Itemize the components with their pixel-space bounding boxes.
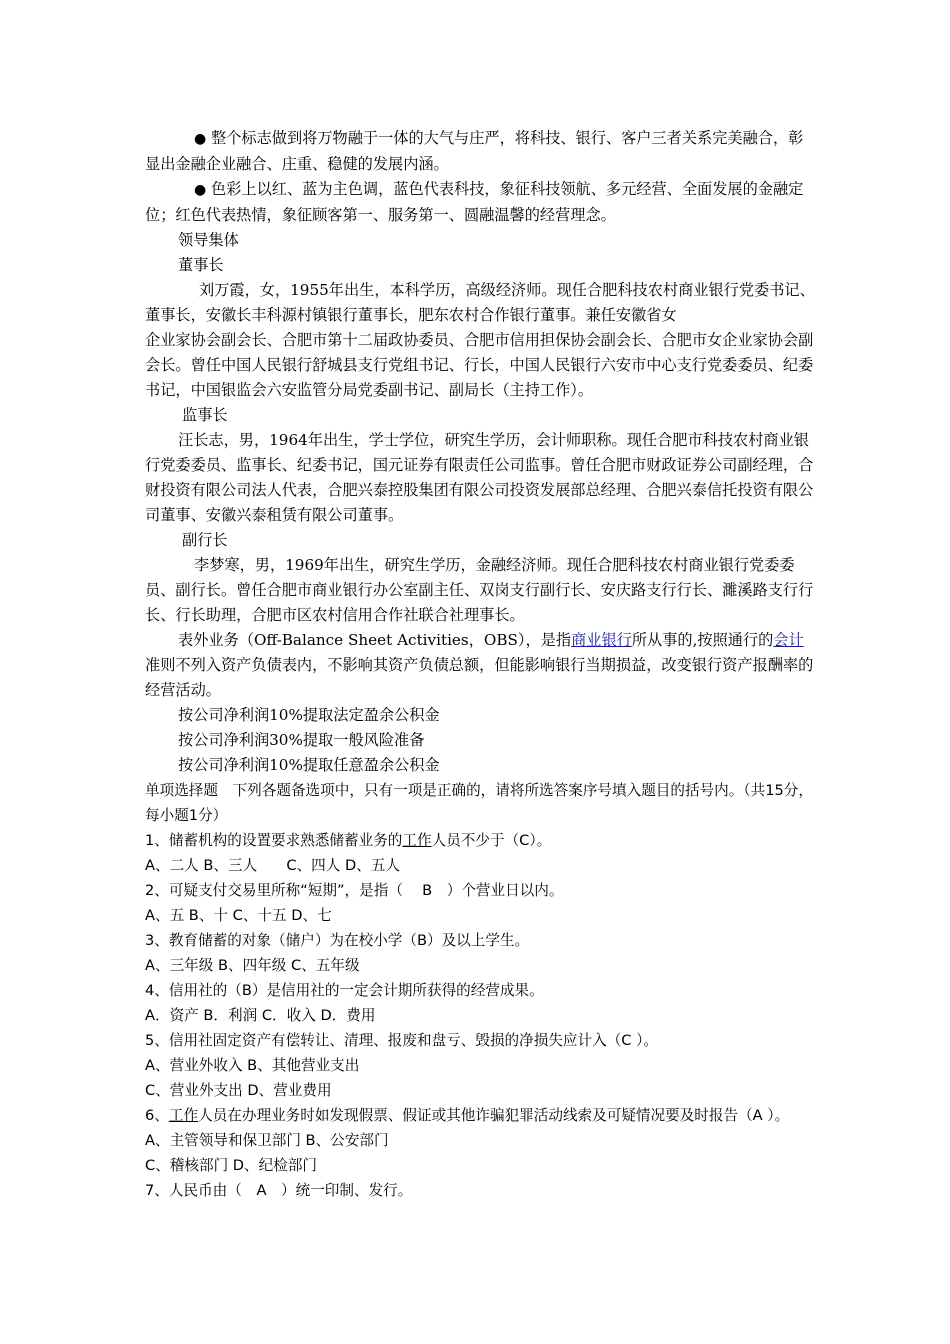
- question-2: 2、可疑支付交易里所称“短期”，是指（ B ）个营业日以内。: [145, 882, 564, 899]
- work-underlined: 工作: [402, 832, 432, 849]
- reserve-item: 按公司净利润10%提取任意盈余公积金: [178, 756, 440, 774]
- chairman-title: 董事长: [178, 256, 224, 274]
- vp-title: 副行长: [182, 531, 228, 549]
- quiz-intro: 单项选择题 下列各题备选项中，只有一项是正确的，请将所选答案序号填入题目的括号内。（共15分，每小题1分）: [145, 782, 813, 824]
- reserve-item: 按公司净利润30%提取一般风险准备: [178, 731, 425, 749]
- chairman-bio-2: 企业家协会副会长、合肥市第十二届政协委员、合肥市信用担保协会副会长、合肥市女企业家协会副会长。曾任中国人民银行舒城县支行党组书记、行长，中国人民银行六安市中心支行党委委员、纪委书记，中国银监会六安监管分局党委副书记、副局长（主持工作）。: [145, 331, 814, 399]
- question-4-options: A．资产 B．利润 C．收入 D．费用: [145, 1007, 376, 1024]
- work-underlined: 工作: [168, 1107, 199, 1124]
- question-3: 3、教育储蓄的对象（储户）为在校小学（B）及以上学生。: [145, 932, 530, 949]
- commercial-bank-link[interactable]: 商业银行: [571, 631, 632, 649]
- question-7: 7、人民币由（ A ）统一印制、发行。: [145, 1182, 413, 1199]
- vp-bio: 李梦寒，男，1969年出生，研究生学历，金融经济师。现任合肥科技农村商业银行党委委员、副行长。曾任合肥市商业银行办公室副主任、双岗支行副行长、安庆路支行行长、濉溪路支行行长、行长助理，合肥市区农村信用合作社联合社理事长。: [145, 556, 814, 624]
- question-1: [145, 828, 815, 853]
- reserve-item: 按公司净利润10%提取法定盈余公积金: [178, 706, 440, 724]
- bullet-icon: ●: [194, 131, 207, 147]
- logo-desc-paragraph-1: [145, 126, 815, 177]
- question-6: [145, 1103, 815, 1128]
- obs-text-2: 所从事的,按照通行的: [631, 631, 774, 649]
- logo-desc-text-2: 色彩上以红、蓝为主色调，蓝色代表科技，象征科技领航、多元经营、全面发展的金融定位；红色代表热情，象征顾客第一、服务第一、圆融温馨的经营理念。: [145, 180, 804, 224]
- question-5-options-1: A、营业外收入 B、其他营业支出: [145, 1057, 360, 1074]
- question-5-options-2: C、营业外支出 D、营业费用: [145, 1082, 332, 1099]
- question-3-options: A、三年级 B、四年级 C、五年级: [145, 957, 360, 974]
- question-1-text-a: 1、储蓄机构的设置要求熟悉储蓄业务的: [145, 832, 403, 849]
- question-6-text-b: 人员在办理业务时如发现假票、假证或其他诈骗犯罪活动线索及可疑情况要及时报告（A ）。: [198, 1107, 790, 1124]
- question-1-text-b: 人员不少于（C）。: [431, 832, 552, 849]
- supervisor-title: 监事长: [182, 406, 228, 424]
- leadership-heading: 领导集体: [178, 231, 239, 249]
- question-6-text-a: 6、: [145, 1107, 169, 1124]
- obs-text-1: 表外业务（Off-Balance Sheet Activities，OBS），是指: [178, 631, 572, 649]
- logo-desc-paragraph-2: [145, 177, 815, 228]
- accounting-link[interactable]: 会计: [773, 631, 804, 649]
- question-6-options-2: C、稽核部门 D、纪检部门: [145, 1157, 318, 1174]
- supervisor-bio: 汪长志，男，1964年出生，学士学位，研究生学历，会计师职称。现任合肥市科技农村商业银行党委委员、监事长、纪委书记，国元证券有限责任公司监事。曾任合肥市财政证券公司副经理，合财投资有限公司法人代表，合肥兴泰控股集团有限公司投资发展部总经理、合肥兴泰信托投资有限公司董事、安徽兴泰租赁有限公司董事。: [145, 431, 814, 524]
- logo-desc-text-1: 整个标志做到将万物融于一体的大气与庄严，将科技、银行、客户三者关系完美融合，彰显出金融企业融合、庄重、稳健的发展内涵。: [145, 129, 804, 173]
- question-6-options-1: A、主管领导和保卫部门 B、公安部门: [145, 1132, 389, 1149]
- question-4: 4、信用社的（B）是信用社的一定会计期所获得的经营成果。: [145, 982, 544, 999]
- bullet-icon: ●: [194, 182, 207, 198]
- document-body: [145, 126, 815, 1203]
- quiz-section: [145, 778, 815, 1203]
- obs-paragraph: [145, 628, 815, 703]
- question-1-options: A、二人 B、三人 C、四人 D、五人: [145, 857, 401, 874]
- chairman-bio-1: 刘万霞，女，1955年出生，本科学历，高级经济师。现任合肥科技农村商业银行党委书记、董事长，安徽长丰科源村镇银行董事长，肥东农村合作银行董事。兼任安徽省女: [145, 281, 815, 324]
- question-5: 5、信用社固定资产有偿转让、清理、报废和盘亏、毁损的净损失应计入（C ）。: [145, 1032, 659, 1049]
- question-2-options: A、五 B、十 C、十五 D、七: [145, 907, 332, 924]
- obs-text-3: 准则不列入资产负债表内，不影响其资产负债总额，但能影响银行当期损益，改变银行资产报酬率的经营活动。: [145, 656, 814, 699]
